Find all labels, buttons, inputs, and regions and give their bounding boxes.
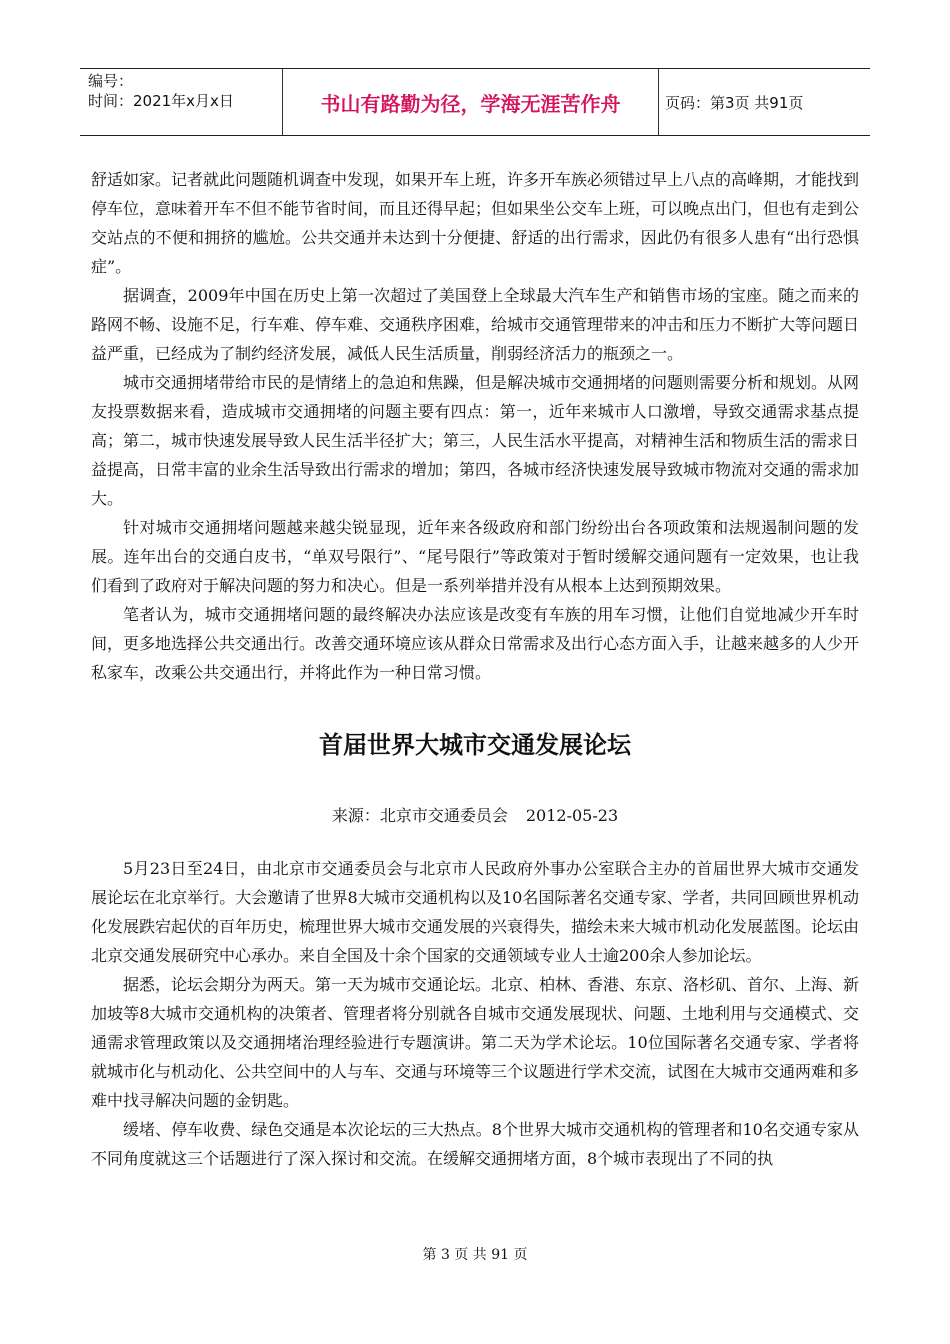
article-date: 2012-05-23 <box>525 806 619 825</box>
header-date-label: 时间：2021年x月x日 <box>88 92 234 110</box>
page-header <box>80 68 870 136</box>
header-meta <box>80 69 283 135</box>
article-paragraph: 5月23日至24日，由北京市交通委员会与北京市人民政府外事办公室联合主办的首届世界大城市交通发展论坛在北京举行。大会邀请了世界8大城市交通机构以及10名国际著名交通专家、学者，共同回顾世界机动化发展跌宕起伏的百年历史，梳理世界大城市交通发展的兴衰得失，描绘未来大城市机动化发展蓝图。论坛由北京交通发展研究中心承办。来自全国及十余个国家的交通领域专业人士逾200余人参加论坛。 <box>91 859 860 965</box>
article-source-line <box>91 801 859 830</box>
article-source: 来源：北京市交通委员会 <box>331 806 508 825</box>
header-number-label: 编号： <box>88 72 134 90</box>
page-footer: 第 3 页 共 91 页 <box>422 1247 528 1263</box>
article-title: 首届世界大城市交通发展论坛 <box>319 731 631 759</box>
header-motto: 书山有路勤为径，学海无涯苦作舟 <box>283 69 659 135</box>
document-body <box>91 165 859 1173</box>
header-page-info: 页码：第3页 共91页 <box>665 93 804 112</box>
article-paragraph: 据悉，论坛会期分为两天。第一天为城市交通论坛。北京、柏林、香港、东京、洛杉矶、首尔、上海、新加坡等8大城市交通机构的决策者、管理者将分别就各自城市交通发展现状、问题、土地利用与交通模式、交通需求管理政策以及交通拥堵治理经验进行专题演讲。第二天为学术论坛。10位国际著名交通专家、学者将就城市化与机动化、公共空间中的人与车、交通与环境等三个议题进行学术交流，试图在大城市交通两难和多难中找寻解决问题的金钥匙。 <box>91 975 860 1110</box>
paragraph: 笔者认为，城市交通拥堵问题的最终解决办法应该是改变有车族的用车习惯，让他们自觉地减少开车时间，更多地选择公共交通出行。改善交通环境应该从群众日常需求及出行心态方面入手，让越来越多的人少开私家车，改乘公共交通出行，并将此作为一种日常习惯。 <box>91 605 860 682</box>
paragraph-continued: 舒适如家。记者就此问题随机调查中发现，如果开车上班，许多开车族必须错过早上八点的高峰期，才能找到停车位，意味着开车不但不能节省时间，而且还得早起；但如果坐公交车上班，可以晚点出门，但也有走到公交站点的不便和拥挤的尴尬。公共交通并未达到十分便捷、舒适的出行需求，因此仍有很多人患有“出行恐惧症”。 <box>91 170 860 276</box>
paragraph: 据调查，2009年中国在历史上第一次超过了美国登上全球最大汽车生产和销售市场的宝座。随之而来的路网不畅、设施不足，行车难、停车难、交通秩序困难，给城市交通管理带来的冲击和压力不断扩大等问题日益严重，已经成为了制约经济发展，减低人民生活质量，削弱经济活力的瓶颈之一。 <box>91 286 860 363</box>
paragraph: 城市交通拥堵带给市民的是情绪上的急迫和焦躁，但是解决城市交通拥堵的问题则需要分析和规划。从网友投票数据来看，造成城市交通拥堵的问题主要有四点：第一，近年来城市人口激增，导致交通需求基点提高；第二，城市快速发展导致人民生活半径扩大；第三，人民生活水平提高，对精神生活和物质生活的需求日益提高，日常丰富的业余生活导致出行需求的增加；第四，各城市经济快速发展导致城市物流对交通的需求加大。 <box>91 373 860 508</box>
paragraph: 针对城市交通拥堵问题越来越尖锐显现，近年来各级政府和部门纷纷出台各项政策和法规遏制问题的发展。连年出台的交通白皮书，“单双号限行”、“尾号限行”等政策对于暂时缓解交通问题有一定效果，也让我们看到了政府对于解决问题的努力和决心。但是一系列举措并没有从根本上达到预期效果。 <box>91 518 859 595</box>
article-paragraph: 缓堵、停车收费、绿色交通是本次论坛的三大热点。8个世界大城市交通机构的管理者和10名交通专家从不同角度就这三个话题进行了深入探讨和交流。在缓解交通拥堵方面，8个城市表现出了不同的执 <box>91 1120 859 1168</box>
